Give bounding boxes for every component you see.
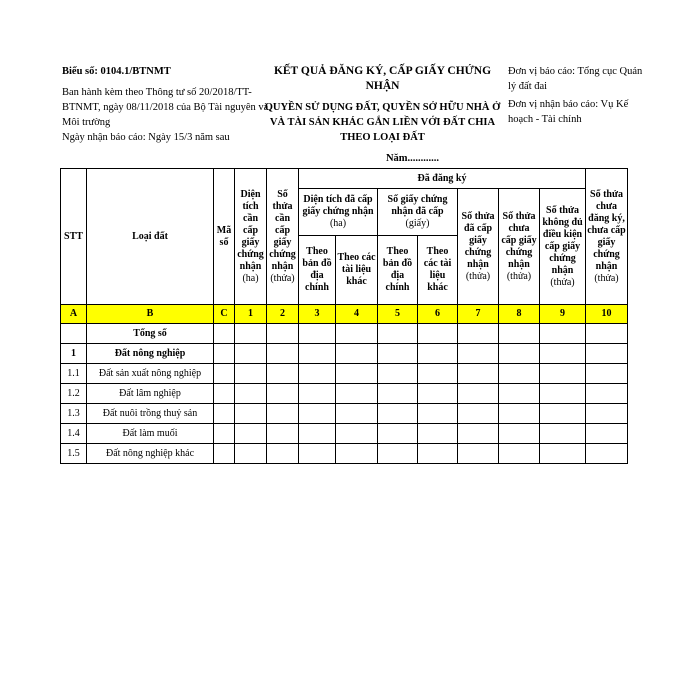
table-cell [299,364,336,384]
table-cell [378,344,418,364]
table-cell [336,404,378,424]
reporting-unit: Đơn vị báo cáo: Tổng cục Quản lý đất đai [508,66,643,92]
table-row [61,444,628,464]
row-land-type: Đất nông nghiệp [87,344,214,364]
table-cell [214,404,235,424]
table-cell [214,344,235,364]
table-cell [418,324,458,344]
column-code: 9 [540,305,586,324]
table-cell [499,424,540,444]
row-land-type: Đất lâm nghiệp [87,384,214,404]
report-table [60,168,628,464]
table-cell [267,344,299,364]
table-cell [499,384,540,404]
column-code: 7 [458,305,499,324]
table-cell [299,444,336,464]
table-cell [235,444,267,464]
table-cell [458,424,499,444]
column-code: 10 [586,305,628,324]
column-code: 8 [499,305,540,324]
header-so-giay-da-cap: Số giấy chứng nhận đã cấp (giấy) [378,189,458,236]
header-so-thua-da-cap: Số thửa đã cấp giấy chứng nhận (thửa) [458,189,499,305]
table-cell [499,364,540,384]
table-cell [378,384,418,404]
table-cell [458,444,499,464]
table-cell [458,404,499,424]
header-dien-tich-da-cap: Diện tích đã cấp giấy chứng nhận (ha) [299,189,378,236]
table-cell [458,384,499,404]
header-so-thua-khong-du: Số thửa không đủ điều kiện cấp giấy chứng nhận (thửa) [540,189,586,305]
table-cell [458,324,499,344]
table-cell [586,324,628,344]
table-cell [235,324,267,344]
table-cell [540,344,586,364]
row-stt: 1.4 [61,424,87,444]
table-cell [299,404,336,424]
row-stt: 1.1 [61,364,87,384]
header-loai-dat: Loại đất [87,169,214,305]
table-cell [418,384,458,404]
header-dien-tich-can-cap: Diện tích cần cấp giấy chứng nhận (ha) [235,169,267,305]
table-cell [458,344,499,364]
table-cell [214,324,235,344]
total-label: Tổng số [87,324,214,344]
column-code: 5 [378,305,418,324]
header-ban-do-dien-tich: Theo bản đồ địa chính [299,236,336,305]
table-cell [299,324,336,344]
table-row [61,364,628,384]
column-code: 3 [299,305,336,324]
receive-date: Ngày nhận báo cáo: Ngày 15/3 năm sau [62,132,230,143]
column-code: 2 [267,305,299,324]
land-type-rows [61,344,628,464]
column-code: B [87,305,214,324]
header-ban-do-so-giay: Theo bản đồ địa chính [378,236,418,305]
table-cell [214,424,235,444]
header-so-thua-chua-cap: Số thửa chưa cấp giấy chứng nhận (thửa) [499,189,540,305]
table-cell [540,364,586,384]
table-cell [299,344,336,364]
header-tai-lieu-dien-tich: Theo các tài liệu khác [336,236,378,305]
row-stt: 1.5 [61,444,87,464]
table-cell [586,344,628,364]
table-cell [214,384,235,404]
table-cell [540,444,586,464]
table-row [61,424,628,444]
table-cell [378,444,418,464]
table-row [61,404,628,424]
column-code: 4 [336,305,378,324]
table-cell [499,404,540,424]
table-row [61,384,628,404]
header-so-thua-can-cap: Số thửa cần cấp giấy chứng nhận (thửa) [267,169,299,305]
table-cell [586,404,628,424]
table-cell [418,444,458,464]
receiving-unit: Đơn vị nhận báo cáo: Vụ Kế hoạch - Tài chính [508,99,629,125]
table-cell [418,344,458,364]
row-land-type: Đất làm muối [87,424,214,444]
form-code: Biểu số: 0104.1/BTNMT [62,66,171,77]
header-ma-so: Mã số [214,169,235,305]
table-cell [378,364,418,384]
report-year: Năm............ [385,153,440,164]
table-cell [235,384,267,404]
row-land-type: Đất sản xuất nông nghiệp [87,364,214,384]
table-cell [499,444,540,464]
table-cell [586,424,628,444]
header-row-1 [61,169,628,189]
report-title: KẾT QUẢ ĐĂNG KÝ, CẤP GIẤY CHỨNG NHẬN [273,65,492,92]
table-cell [267,324,299,344]
column-code: 6 [418,305,458,324]
table-cell [336,364,378,384]
table-row [61,344,628,364]
table-cell [418,364,458,384]
table-cell [499,344,540,364]
header-so-thua-chua-dang-ky: Số thửa chưa đăng ký, chưa cấp giấy chứng nhận (thửa) [586,169,628,305]
total-row [61,324,628,344]
table-cell [540,404,586,424]
table-cell [586,384,628,404]
column-code: 1 [235,305,267,324]
row-stt: 1 [61,344,87,364]
table-cell [336,444,378,464]
table-cell [235,344,267,364]
table-cell [540,384,586,404]
table-cell [267,424,299,444]
table-cell [61,324,87,344]
table-cell [299,384,336,404]
table-cell [214,364,235,384]
table-cell [336,384,378,404]
table-cell [336,344,378,364]
row-stt: 1.3 [61,404,87,424]
table-cell [267,404,299,424]
table-cell [378,424,418,444]
column-code-row [61,305,628,324]
table-cell [418,424,458,444]
table-cell [214,444,235,464]
table-cell [336,324,378,344]
row-land-type: Đất nông nghiệp khác [87,444,214,464]
table-cell [235,364,267,384]
table-cell [418,404,458,424]
table-cell [267,384,299,404]
column-code: C [214,305,235,324]
table-cell [267,364,299,384]
report-subtitle: QUYỀN SỬ DỤNG ĐẤT, QUYỀN SỞ HỮU NHÀ Ở VÀ TÀI SẢN KHÁC GẮN LIỀN VỚI ĐẤT CHIA THEO LOẠI ĐẤT [264,102,501,143]
table-cell [299,424,336,444]
issued-by-note: Ban hành kèm theo Thông tư số 20/2018/TT-BTNMT, ngày 08/11/2018 của Bộ Tài nguyên và Môi trường [62,87,269,128]
table-cell [540,324,586,344]
table-cell [586,364,628,384]
column-code: A [61,305,87,324]
report-title-block [260,64,505,166]
header-stt: STT [61,169,87,305]
table-cell [336,424,378,444]
table-cell [586,444,628,464]
table-cell [267,444,299,464]
table-cell [235,424,267,444]
row-stt: 1.2 [61,384,87,404]
table-cell [499,324,540,344]
table-cell [378,404,418,424]
table-cell [378,324,418,344]
row-land-type: Đất nuôi trồng thuỷ sản [87,404,214,424]
table-cell [458,364,499,384]
table-cell [235,404,267,424]
table-cell [540,424,586,444]
header-tai-lieu-so-giay: Theo các tài liệu khác [418,236,458,305]
header-da-dang-ky: Đã đăng ký [299,169,586,189]
